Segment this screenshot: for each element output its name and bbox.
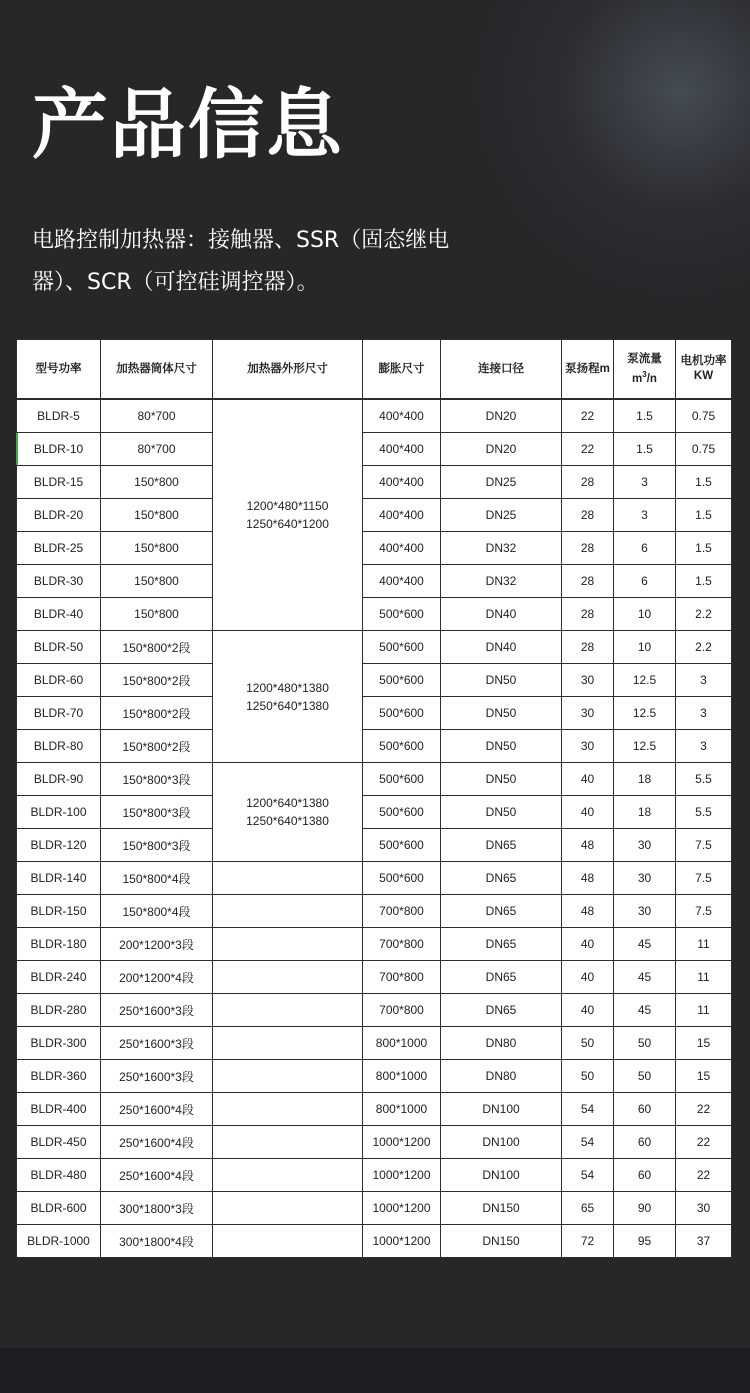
cell-outer-size bbox=[213, 1159, 363, 1192]
cell-model: BLDR-140 bbox=[17, 862, 101, 895]
cell-motor-power: 0.75 bbox=[676, 433, 732, 466]
cell-motor-power: 7.5 bbox=[676, 895, 732, 928]
cell-pump-head: 40 bbox=[562, 928, 614, 961]
cell-expansion-size: 700*800 bbox=[363, 895, 441, 928]
table-row bbox=[17, 466, 732, 499]
cell-pump-flow: 60 bbox=[614, 1126, 676, 1159]
cell-barrel-size: 200*1200*4段 bbox=[101, 961, 213, 994]
cell-barrel-size: 150*800*4段 bbox=[101, 862, 213, 895]
cell-barrel-size: 250*1600*4段 bbox=[101, 1093, 213, 1126]
cell-pump-head: 28 bbox=[562, 565, 614, 598]
cell-pump-flow: 30 bbox=[614, 862, 676, 895]
cell-pump-flow: 45 bbox=[614, 928, 676, 961]
cell-outer-size bbox=[213, 862, 363, 895]
cell-model: BLDR-600 bbox=[17, 1192, 101, 1225]
cell-port-size: DN65 bbox=[441, 829, 562, 862]
cell-pump-flow: 45 bbox=[614, 961, 676, 994]
table-row bbox=[17, 961, 732, 994]
cell-expansion-size: 800*1000 bbox=[363, 1060, 441, 1093]
cell-barrel-size: 150*800 bbox=[101, 532, 213, 565]
cell-pump-flow: 12.5 bbox=[614, 730, 676, 763]
cell-motor-power: 1.5 bbox=[676, 499, 732, 532]
header-expansion-size: 膨胀尺寸 bbox=[363, 340, 441, 400]
cell-pump-head: 28 bbox=[562, 631, 614, 664]
table-row bbox=[17, 697, 732, 730]
cell-port-size: DN50 bbox=[441, 664, 562, 697]
cell-barrel-size: 150*800 bbox=[101, 466, 213, 499]
footer-band bbox=[0, 1348, 750, 1393]
header-pump-head: 泵扬程m bbox=[562, 340, 614, 400]
table-row bbox=[17, 862, 732, 895]
cell-outer-size bbox=[213, 895, 363, 928]
cell-motor-power: 11 bbox=[676, 928, 732, 961]
cell-expansion-size: 800*1000 bbox=[363, 1027, 441, 1060]
cell-barrel-size: 150*800*2段 bbox=[101, 631, 213, 664]
cell-barrel-size: 80*700 bbox=[101, 433, 213, 466]
header-pump-flow-label: 泵流量 bbox=[627, 352, 662, 365]
page-description: 电路控制加热器：接触器、SSR（固态继电器）、SCR（可控硅调控器）。 bbox=[32, 228, 450, 295]
table-row bbox=[17, 730, 732, 763]
outer-size-line-1: 1200*480*1150 bbox=[246, 499, 329, 513]
table-row bbox=[17, 631, 732, 664]
cell-expansion-size: 700*800 bbox=[363, 994, 441, 1027]
cell-port-size: DN65 bbox=[441, 961, 562, 994]
cell-barrel-size: 200*1200*3段 bbox=[101, 928, 213, 961]
cell-model: BLDR-180 bbox=[17, 928, 101, 961]
cell-barrel-size: 80*700 bbox=[101, 399, 213, 433]
cell-port-size: DN32 bbox=[441, 565, 562, 598]
cell-pump-head: 54 bbox=[562, 1093, 614, 1126]
cell-expansion-size: 1000*1200 bbox=[363, 1126, 441, 1159]
cell-model: BLDR-450 bbox=[17, 1126, 101, 1159]
cell-pump-flow: 12.5 bbox=[614, 697, 676, 730]
cell-port-size: DN20 bbox=[441, 399, 562, 433]
cell-expansion-size: 400*400 bbox=[363, 433, 441, 466]
table-row bbox=[17, 565, 732, 598]
cell-barrel-size: 150*800*3段 bbox=[101, 796, 213, 829]
cell-motor-power: 2.2 bbox=[676, 598, 732, 631]
spec-table-body bbox=[17, 399, 732, 1258]
cell-port-size: DN150 bbox=[441, 1192, 562, 1225]
cell-model: BLDR-150 bbox=[17, 895, 101, 928]
outer-size-line-2: 1250*640*1380 bbox=[246, 814, 329, 828]
cell-model: BLDR-100 bbox=[17, 796, 101, 829]
cell-motor-power: 15 bbox=[676, 1027, 732, 1060]
cell-expansion-size: 1000*1200 bbox=[363, 1192, 441, 1225]
cell-model: BLDR-15 bbox=[17, 466, 101, 499]
cell-pump-flow: 60 bbox=[614, 1093, 676, 1126]
table-row bbox=[17, 1060, 732, 1093]
cell-model: BLDR-25 bbox=[17, 532, 101, 565]
cell-motor-power: 11 bbox=[676, 961, 732, 994]
background-glow bbox=[470, 0, 750, 300]
table-row bbox=[17, 994, 732, 1027]
page-title: 产品信息 bbox=[32, 80, 344, 169]
cell-model: BLDR-480 bbox=[17, 1159, 101, 1192]
cell-motor-power: 3 bbox=[676, 664, 732, 697]
cell-model: BLDR-70 bbox=[17, 697, 101, 730]
cell-pump-head: 30 bbox=[562, 730, 614, 763]
table-row bbox=[17, 433, 732, 466]
cell-barrel-size: 150*800*4段 bbox=[101, 895, 213, 928]
cell-pump-flow: 18 bbox=[614, 763, 676, 796]
cell-expansion-size: 500*600 bbox=[363, 664, 441, 697]
cell-pump-head: 54 bbox=[562, 1159, 614, 1192]
cell-outer-size bbox=[213, 763, 363, 862]
cell-pump-flow: 1.5 bbox=[614, 399, 676, 433]
table-row bbox=[17, 399, 732, 433]
cell-expansion-size: 500*600 bbox=[363, 730, 441, 763]
cell-barrel-size: 150*800*3段 bbox=[101, 763, 213, 796]
cell-outer-size bbox=[213, 961, 363, 994]
cell-motor-power: 1.5 bbox=[676, 532, 732, 565]
cell-pump-head: 28 bbox=[562, 598, 614, 631]
cell-motor-power: 2.2 bbox=[676, 631, 732, 664]
header-outer-size: 加热器外形尺寸 bbox=[213, 340, 363, 400]
cell-motor-power: 1.5 bbox=[676, 466, 732, 499]
header-motor-power-unit: KW bbox=[693, 370, 714, 382]
cell-port-size: DN65 bbox=[441, 895, 562, 928]
cell-expansion-size: 700*800 bbox=[363, 961, 441, 994]
table-header-row bbox=[17, 340, 732, 400]
cell-barrel-size: 300*1800*3段 bbox=[101, 1192, 213, 1225]
cell-barrel-size: 150*800*2段 bbox=[101, 730, 213, 763]
cell-expansion-size: 800*1000 bbox=[363, 1093, 441, 1126]
cell-port-size: DN32 bbox=[441, 532, 562, 565]
cell-port-size: DN25 bbox=[441, 466, 562, 499]
cell-barrel-size: 150*800*2段 bbox=[101, 664, 213, 697]
cell-pump-flow: 3 bbox=[614, 499, 676, 532]
cell-port-size: DN65 bbox=[441, 994, 562, 1027]
cell-pump-head: 72 bbox=[562, 1225, 614, 1258]
table-row bbox=[17, 1093, 732, 1126]
header-motor-power bbox=[676, 340, 732, 400]
cell-port-size: DN25 bbox=[441, 499, 562, 532]
table-row bbox=[17, 598, 732, 631]
table-row bbox=[17, 763, 732, 796]
cell-barrel-size: 150*800 bbox=[101, 565, 213, 598]
header-port-size: 连接口径 bbox=[441, 340, 562, 400]
cell-port-size: DN80 bbox=[441, 1027, 562, 1060]
header-model: 型号功率 bbox=[17, 340, 101, 400]
cell-port-size: DN80 bbox=[441, 1060, 562, 1093]
cell-expansion-size: 1000*1200 bbox=[363, 1225, 441, 1258]
cell-pump-head: 48 bbox=[562, 895, 614, 928]
outer-size-line-1: 1200*480*1380 bbox=[246, 680, 329, 695]
table-row bbox=[17, 532, 732, 565]
table-row bbox=[17, 664, 732, 697]
cell-motor-power: 7.5 bbox=[676, 829, 732, 862]
cell-pump-head: 28 bbox=[562, 499, 614, 532]
cell-motor-power: 3 bbox=[676, 697, 732, 730]
cell-outer-size bbox=[213, 399, 363, 631]
cell-expansion-size: 500*600 bbox=[363, 829, 441, 862]
cell-pump-flow: 6 bbox=[614, 532, 676, 565]
cell-pump-head: 28 bbox=[562, 466, 614, 499]
cell-barrel-size: 250*1600*3段 bbox=[101, 1060, 213, 1093]
outer-size-line-1: 1200*640*1380 bbox=[246, 796, 329, 810]
cell-barrel-size: 250*1600*4段 bbox=[101, 1159, 213, 1192]
cell-pump-flow: 18 bbox=[614, 796, 676, 829]
cell-pump-flow: 30 bbox=[614, 895, 676, 928]
cell-pump-flow: 45 bbox=[614, 994, 676, 1027]
cell-model: BLDR-20 bbox=[17, 499, 101, 532]
cell-pump-flow: 1.5 bbox=[614, 433, 676, 466]
cell-model: BLDR-400 bbox=[17, 1093, 101, 1126]
table-row bbox=[17, 499, 732, 532]
cell-model: BLDR-30 bbox=[17, 565, 101, 598]
cell-pump-head: 50 bbox=[562, 1027, 614, 1060]
header-pump-flow-unit-sup: 3 bbox=[642, 369, 647, 379]
cell-outer-size bbox=[213, 1060, 363, 1093]
cell-barrel-size: 300*1800*4段 bbox=[101, 1225, 213, 1258]
cell-expansion-size: 500*600 bbox=[363, 796, 441, 829]
cell-pump-head: 40 bbox=[562, 961, 614, 994]
cell-pump-flow: 60 bbox=[614, 1159, 676, 1192]
cell-pump-head: 40 bbox=[562, 763, 614, 796]
cell-pump-head: 54 bbox=[562, 1126, 614, 1159]
cell-barrel-size: 150*800 bbox=[101, 598, 213, 631]
cell-motor-power: 3 bbox=[676, 730, 732, 763]
cell-expansion-size: 400*400 bbox=[363, 565, 441, 598]
cell-model: BLDR-80 bbox=[17, 730, 101, 763]
cell-port-size: DN150 bbox=[441, 1225, 562, 1258]
cell-port-size: DN65 bbox=[441, 862, 562, 895]
cell-port-size: DN50 bbox=[441, 763, 562, 796]
cell-port-size: DN100 bbox=[441, 1159, 562, 1192]
cell-barrel-size: 150*800*3段 bbox=[101, 829, 213, 862]
cell-pump-head: 48 bbox=[562, 862, 614, 895]
cell-model: BLDR-50 bbox=[17, 631, 101, 664]
table-row bbox=[17, 928, 732, 961]
cell-model: BLDR-120 bbox=[17, 829, 101, 862]
cell-expansion-size: 500*600 bbox=[363, 631, 441, 664]
cell-motor-power: 11 bbox=[676, 994, 732, 1027]
cell-expansion-size: 400*400 bbox=[363, 466, 441, 499]
cell-expansion-size: 400*400 bbox=[363, 399, 441, 433]
cell-port-size: DN50 bbox=[441, 697, 562, 730]
cell-pump-head: 50 bbox=[562, 1060, 614, 1093]
header-barrel-size: 加热器筒体尺寸 bbox=[101, 340, 213, 400]
header-pump-flow-unit-base: m bbox=[632, 372, 643, 385]
table-row bbox=[17, 1126, 732, 1159]
cell-port-size: DN40 bbox=[441, 598, 562, 631]
cell-pump-head: 22 bbox=[562, 433, 614, 466]
table-row bbox=[17, 895, 732, 928]
cell-barrel-size: 250*1600*3段 bbox=[101, 994, 213, 1027]
cell-outer-size bbox=[213, 1192, 363, 1225]
header-motor-power-label: 电机功率 bbox=[680, 355, 727, 367]
cell-port-size: DN50 bbox=[441, 730, 562, 763]
cell-model: BLDR-280 bbox=[17, 994, 101, 1027]
table-row bbox=[17, 796, 732, 829]
cell-outer-size bbox=[213, 1225, 363, 1258]
cell-pump-flow: 10 bbox=[614, 631, 676, 664]
cell-expansion-size: 400*400 bbox=[363, 532, 441, 565]
cell-port-size: DN100 bbox=[441, 1126, 562, 1159]
cell-pump-head: 30 bbox=[562, 697, 614, 730]
cell-pump-flow: 10 bbox=[614, 598, 676, 631]
cell-model: BLDR-40 bbox=[17, 598, 101, 631]
cell-motor-power: 22 bbox=[676, 1159, 732, 1192]
header-pump-flow bbox=[614, 340, 676, 400]
cell-pump-flow: 50 bbox=[614, 1027, 676, 1060]
cell-model: BLDR-90 bbox=[17, 763, 101, 796]
table-row bbox=[17, 1225, 732, 1258]
cell-pump-head: 28 bbox=[562, 532, 614, 565]
cell-motor-power: 15 bbox=[676, 1060, 732, 1093]
cell-pump-head: 48 bbox=[562, 829, 614, 862]
cell-model: BLDR-240 bbox=[17, 961, 101, 994]
header-pump-flow-unit-tail: /n bbox=[646, 372, 657, 385]
cell-model: BLDR-10 bbox=[17, 433, 101, 466]
table-row bbox=[17, 829, 732, 862]
cell-barrel-size: 150*800 bbox=[101, 499, 213, 532]
cell-motor-power: 0.75 bbox=[676, 399, 732, 433]
cell-motor-power: 5.5 bbox=[676, 796, 732, 829]
cell-motor-power: 22 bbox=[676, 1093, 732, 1126]
cell-pump-head: 40 bbox=[562, 994, 614, 1027]
cell-barrel-size: 250*1600*3段 bbox=[101, 1027, 213, 1060]
cell-expansion-size: 700*800 bbox=[363, 928, 441, 961]
cell-pump-flow: 12.5 bbox=[614, 664, 676, 697]
cell-outer-size bbox=[213, 928, 363, 961]
table-row bbox=[17, 1027, 732, 1060]
cell-outer-size bbox=[213, 1126, 363, 1159]
cell-model: BLDR-360 bbox=[17, 1060, 101, 1093]
cell-pump-flow: 50 bbox=[614, 1060, 676, 1093]
cell-outer-size bbox=[213, 631, 363, 763]
cell-model: BLDR-1000 bbox=[17, 1225, 101, 1258]
outer-size-line-2: 1250*640*1200 bbox=[246, 517, 329, 531]
cell-pump-flow: 30 bbox=[614, 829, 676, 862]
cell-expansion-size: 500*600 bbox=[363, 763, 441, 796]
cell-port-size: DN20 bbox=[441, 433, 562, 466]
cell-port-size: DN50 bbox=[441, 796, 562, 829]
cell-outer-size bbox=[213, 1093, 363, 1126]
cell-pump-flow: 6 bbox=[614, 565, 676, 598]
table-row bbox=[17, 1159, 732, 1192]
cell-motor-power: 30 bbox=[676, 1192, 732, 1225]
cell-motor-power: 7.5 bbox=[676, 862, 732, 895]
cell-model: BLDR-5 bbox=[17, 399, 101, 433]
cell-outer-size bbox=[213, 1027, 363, 1060]
cell-model: BLDR-300 bbox=[17, 1027, 101, 1060]
table-row bbox=[17, 1192, 732, 1225]
cell-motor-power: 37 bbox=[676, 1225, 732, 1258]
cell-model: BLDR-60 bbox=[17, 664, 101, 697]
cell-expansion-size: 500*600 bbox=[363, 598, 441, 631]
cell-pump-head: 30 bbox=[562, 664, 614, 697]
cell-motor-power: 1.5 bbox=[676, 565, 732, 598]
cell-expansion-size: 500*600 bbox=[363, 697, 441, 730]
cell-expansion-size: 1000*1200 bbox=[363, 1159, 441, 1192]
cell-expansion-size: 400*400 bbox=[363, 499, 441, 532]
cell-port-size: DN65 bbox=[441, 928, 562, 961]
cell-motor-power: 22 bbox=[676, 1126, 732, 1159]
cell-pump-head: 65 bbox=[562, 1192, 614, 1225]
cell-pump-head: 22 bbox=[562, 399, 614, 433]
cell-pump-head: 40 bbox=[562, 796, 614, 829]
cell-pump-flow: 90 bbox=[614, 1192, 676, 1225]
cell-barrel-size: 250*1600*4段 bbox=[101, 1126, 213, 1159]
cell-pump-flow: 95 bbox=[614, 1225, 676, 1258]
cell-outer-size bbox=[213, 994, 363, 1027]
cell-motor-power: 5.5 bbox=[676, 763, 732, 796]
spec-table bbox=[16, 339, 732, 1258]
outer-size-line-2: 1250*640*1380 bbox=[246, 698, 329, 713]
cell-port-size: DN40 bbox=[441, 631, 562, 664]
cell-expansion-size: 500*600 bbox=[363, 862, 441, 895]
cell-barrel-size: 150*800*2段 bbox=[101, 697, 213, 730]
cell-pump-flow: 3 bbox=[614, 466, 676, 499]
cell-port-size: DN100 bbox=[441, 1093, 562, 1126]
